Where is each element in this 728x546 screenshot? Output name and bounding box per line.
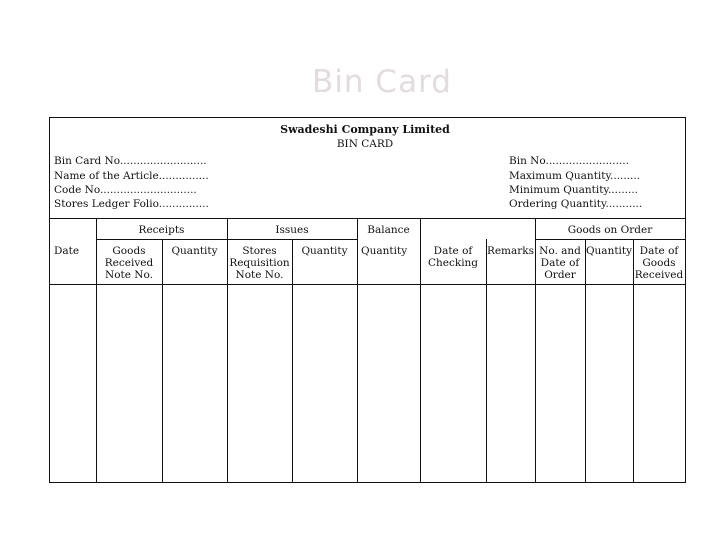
balance-quantity-header: Quantity [361, 245, 408, 257]
stores-requisition-note-header: Stores Requisition Note No. [229, 245, 290, 281]
issues-group-header: Issues [275, 224, 309, 236]
date-of-checking-header: Date of Checking [427, 245, 479, 269]
goods-received-note-header: Goods Received Note No. [104, 245, 154, 281]
column-rule [486, 239, 487, 483]
article-name-field: Name of the Article............... [54, 170, 209, 182]
header-divider [50, 218, 685, 219]
column-rule [357, 218, 358, 483]
date-goods-received-header: Date of Goods Received [634, 245, 684, 281]
remarks-header: Remarks [486, 245, 535, 257]
group-divider-right [535, 239, 685, 240]
goods-on-order-group-header: Goods on Order [567, 224, 653, 236]
ordering-quantity-field: Ordering Quantity........... [509, 198, 643, 210]
order-no-and-date-header: No. and Date of Order [539, 245, 581, 281]
company-name: Swadeshi Company Limited [280, 123, 450, 136]
column-rule [162, 239, 163, 483]
bin-no-field: Bin No......................... [509, 155, 629, 167]
issues-quantity-header: Quantity [301, 245, 348, 257]
stores-ledger-folio-field: Stores Ledger Folio............... [54, 198, 209, 210]
balance-group-header: Balance [367, 224, 410, 236]
maximum-quantity-field: Maximum Quantity......... [509, 170, 641, 182]
column-header-divider [50, 284, 685, 285]
receipts-group-header: Receipts [138, 224, 185, 236]
bin-card-no-field: Bin Card No.......................... [54, 155, 207, 167]
bin-card-form [49, 117, 686, 483]
minimum-quantity-field: Minimum Quantity......... [509, 184, 639, 196]
receipts-quantity-header: Quantity [171, 245, 218, 257]
form-subtitle: BIN CARD [336, 138, 394, 150]
column-rule [292, 239, 293, 483]
order-quantity-header: Quantity [585, 245, 633, 257]
slide-title: Bin Card [312, 64, 452, 100]
column-rule [585, 239, 586, 483]
date-column-header: Date [54, 245, 80, 257]
code-no-field: Code No............................. [54, 184, 197, 196]
